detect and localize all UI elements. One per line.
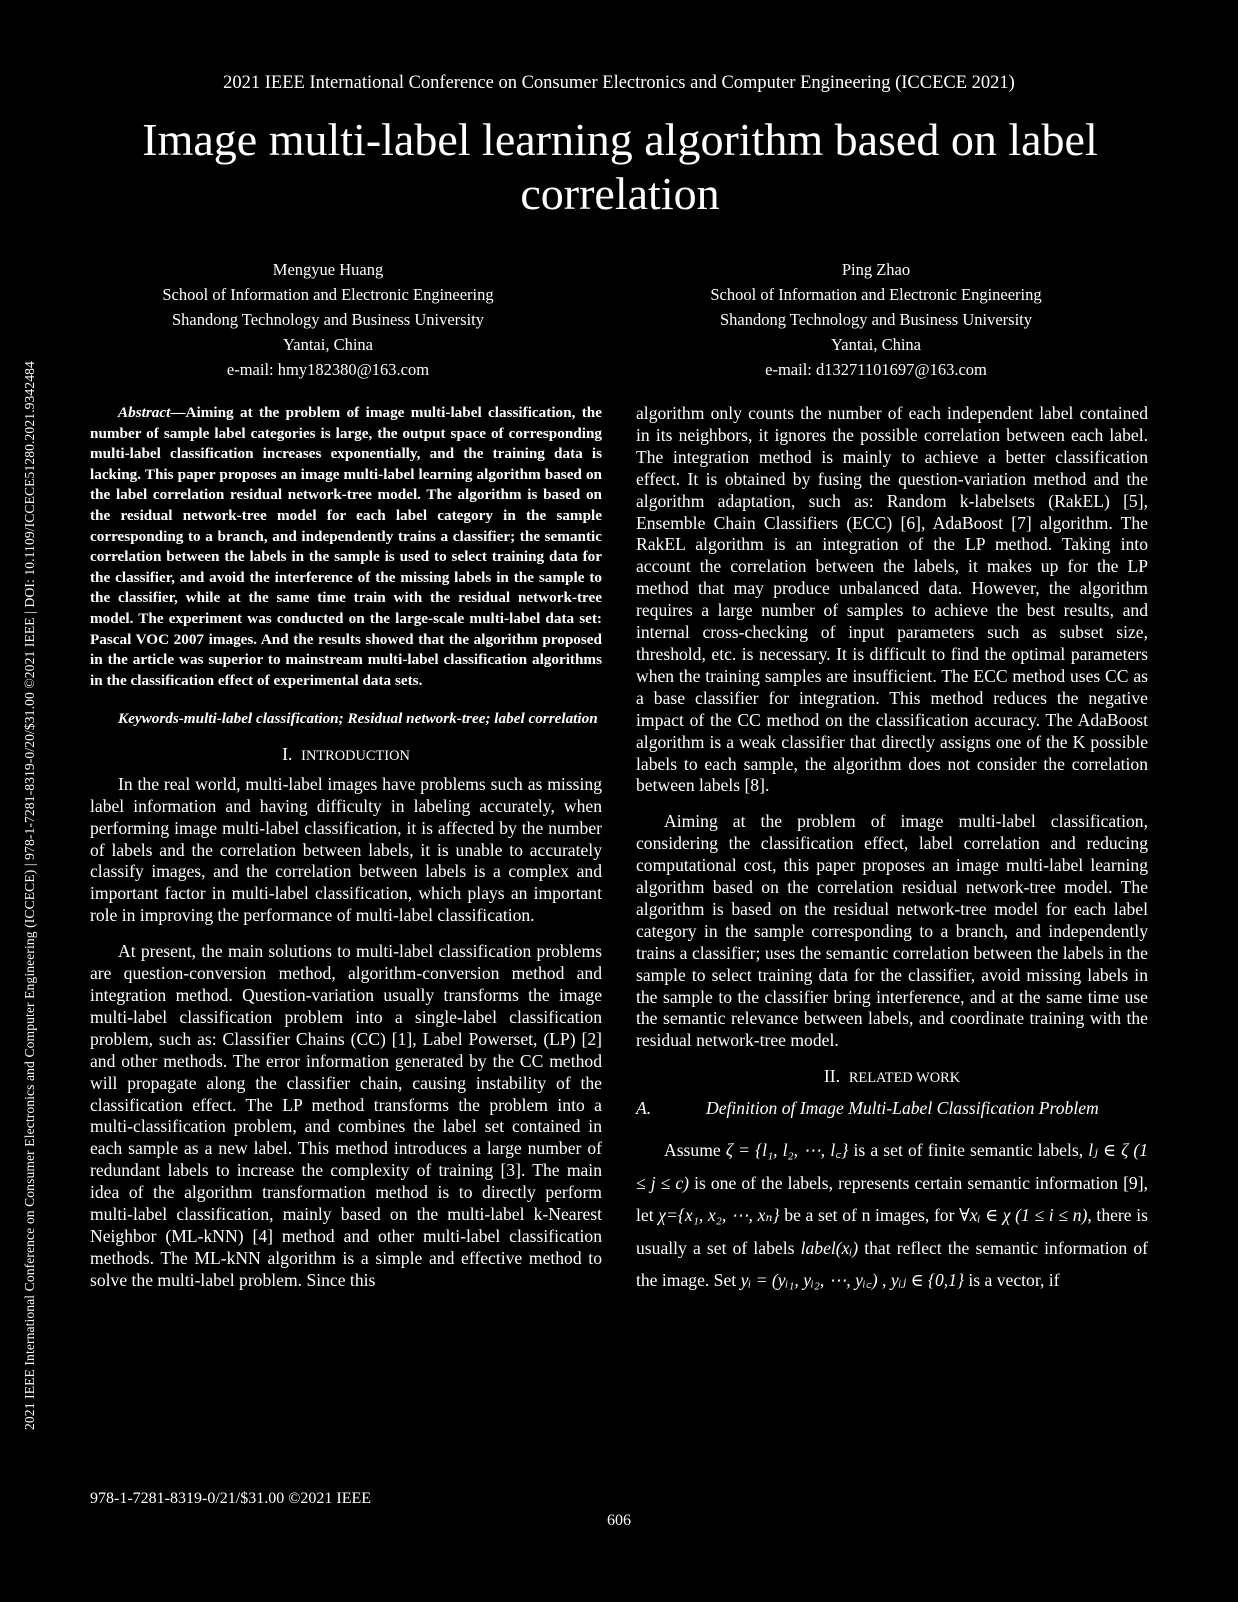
def-text: is one of the labels, represents certain semantic information [9], let xyxy=(636,1172,1148,1226)
def-text: , there is usually a set of labels xyxy=(636,1205,1149,1258)
author-school: School of Information and Electronic Engineering xyxy=(162,285,494,304)
right-paragraph-1: algorithm only counts the number of each independent label contained in its neighbors, it ignores the possible correlation between each label. The integration method is mainly to achieve a better classification effect. It is obtained by fusing the question-variation method and the algorithm adaptation, such as: Random k-labelsets (RakEL) [5], Ensemble Chain Classifiers (ECC) [6], AdaBoost [7] algorithm. The RakEL algorithm is an integration of the LP method. Taking into account the correlation between the labels, it makes up for the LP method that may produce unbalanced data. However, the algorithm requires a large number of samples to achieve the best results, and internal cross-checking of input parameters such as subset size, threshold, etc. is necessary. It is difficult to find the optimal parameters when the training samples are insufficient. The ECC method uses CC as a base classifier for integration. This method reduces the negative impact of the CC method on the classification accuracy. The AdaBoost algorithm is a weak classifier that directly assigns one of the K possible labels to each sample, the algorithm does not consider the correlation between labels [8]. xyxy=(636,403,1148,796)
title-line-2: correlation xyxy=(520,168,720,219)
math-image-set: χ={x₁, x₂, ⋯, xₙ} xyxy=(658,1205,780,1226)
author-email: e-mail: hmy182380@163.com xyxy=(226,360,430,379)
footer-copyright: 978-1-7281-8319-0/21/$31.00 ©2021 IEEE xyxy=(90,1490,372,1507)
math-for-all: ∀xᵢ ∈ χ (1 ≤ i ≤ n) xyxy=(959,1205,1088,1226)
keywords: Keywords-multi-label classification; Residual network-tree; label correlation xyxy=(118,710,598,728)
section-heading-related-work xyxy=(636,1066,1148,1090)
intro-paragraph-1: In the real world, multi-label images have problems such as missing label information and having difficulty in labeling accurately, when performing image multi-label classification, it is affected by the number of labels and the correlation between labels, it is unable to accurately classify images, and the correlation between labels is a complex and important factor in multi-label classification, which plays an important role in improving the performance of multi-label classification. xyxy=(90,773,602,926)
abstract-lead: Abstract xyxy=(118,404,171,421)
math-label-vector: yᵢ = (yᵢ₁, yᵢ₂, ⋯, yᵢ꜀) xyxy=(740,1270,878,1291)
abstract xyxy=(90,403,602,691)
author-block-2 xyxy=(656,257,1096,382)
author-email: e-mail: d13271101697@163.com xyxy=(765,360,987,379)
section-title: RELATED WORK xyxy=(848,1070,961,1087)
left-column xyxy=(90,403,602,1292)
paper-title xyxy=(80,113,1160,221)
math-label-function: label(xᵢ) xyxy=(800,1237,859,1258)
def-text: is a set of finite semantic labels, xyxy=(853,1140,1084,1161)
def-text: , xyxy=(882,1270,887,1291)
def-text: that reflect the semantic information of the image. Set xyxy=(636,1237,1149,1291)
author-name: Mengyue Huang xyxy=(272,260,384,279)
subsection-heading-a xyxy=(636,1098,1148,1120)
math-binary: yᵢⱼ ∈ {0,1} xyxy=(890,1270,964,1291)
section-heading-introduction xyxy=(90,744,602,768)
subsection-title: Definition of Image Multi-Label Classification Problem xyxy=(706,1098,1099,1119)
intro-paragraph-2: At present, the main solutions to multi-label classification problems are question-conversion method, algorithm-conversion method and integration method. Question-variation usually transforms the image multi-label classification problem into a single-label classification problem, such as: Classifier Chains (CC) [1], Label Powerset, (LP) [2] and other methods. The error information generated by the CC method will propagate along the classifier chain, causing instability of the classification effect. The LP method transforms the problem into a multi-classification problem, and combines the label set contained in each sample as a new label. This method introduces a large number of redundant labels to increase the complexity of training [3]. The main idea of the algorithm transformation method is to directly perform multi-label classification, mainly based on the multi-label k-Nearest Neighbor (ML-kNN) [4] method and other multi-label classification methods. The ML-kNN algorithm is a simple and effective method to solve the multi-label problem. Since this xyxy=(90,941,602,1290)
section-title: INTRODUCTION xyxy=(301,747,410,764)
subsection-label: A. xyxy=(636,1098,652,1119)
def-text: is a vector, if xyxy=(968,1270,1060,1291)
author-university: Shandong Technology and Business University xyxy=(171,310,485,329)
section-number: I. xyxy=(282,743,293,764)
author-name: Ping Zhao xyxy=(841,260,911,279)
right-column xyxy=(636,403,1148,1297)
author-school: School of Information and Electronic Engineering xyxy=(710,285,1042,304)
section-number: II. xyxy=(823,1066,841,1087)
page-number: 606 xyxy=(607,1512,631,1529)
doi-side-note: 2021 IEEE International Conference on Consumer Electronics and Computer Engineering (ICCECE) | 978-1-7281-8319-0/20/$31.00 ©2021 IEEE | DOI: 10.1109/ICCECE51280.2021.9342484 xyxy=(22,361,37,1430)
title-line-1: Image multi-label learning algorithm based on label xyxy=(142,114,1098,165)
right-paragraph-2: Aiming at the problem of image multi-label classification, considering the classification effect, label correlation and reducing computational cost, this paper proposes an image multi-label learning algorithm based on the correlation residual network-tree model. The algorithm is based on the residual network-tree model for each label category in the sample corresponding to a branch, and independently trains a classifier; uses the semantic correlation between the labels in the sample to select training data for the classifier, avoid missing labels in the sample to the classifier bring interference, and at the same time use the semantic relevance between labels, and coordinate training with the residual network-tree model. xyxy=(636,811,1148,1051)
conference-header: 2021 IEEE International Conference on Consumer Electronics and Computer Engineering (ICCECE 2021) xyxy=(223,73,1015,93)
math-label-set: ζ = {l₁, l₂, ⋯, l꜀} xyxy=(725,1140,849,1161)
def-text: Assume xyxy=(664,1140,721,1161)
def-text: be a set of n images, for xyxy=(784,1205,955,1226)
author-block-1 xyxy=(108,257,548,382)
abstract-text: —Aiming at the problem of image multi-label classification, the number of sample label categories is large, the output space of corresponding multi-label classification increases exponentially, and the training data is lacking. This paper proposes an image multi-label learning algorithm based on the label correlation residual network-tree model. The algorithm is based on the residual network-tree model for each label category in the sample corresponding to a branch, and independently trains a classifier; the semantic correlation between the labels in the sample is used to select training data for the classifier, and avoid the interference of the missing labels in the sample to the classifier, while at the same time train with the residual network-tree model. The experiment was conducted on the large-scale multi-label data set: Pascal VOC 2007 images. And the results showed that the algorithm proposed in the article was superior to mainstream multi-label classification algorithms in the classification effect of experimental data sets. xyxy=(90,404,602,689)
author-location: Yantai, China xyxy=(831,335,921,354)
definition-paragraph xyxy=(636,1134,1148,1297)
math-label-member: lⱼ ∈ ζ (1 ≤ j ≤ c) xyxy=(636,1140,1148,1193)
author-location: Yantai, China xyxy=(283,335,373,354)
author-university: Shandong Technology and Business University xyxy=(719,310,1033,329)
